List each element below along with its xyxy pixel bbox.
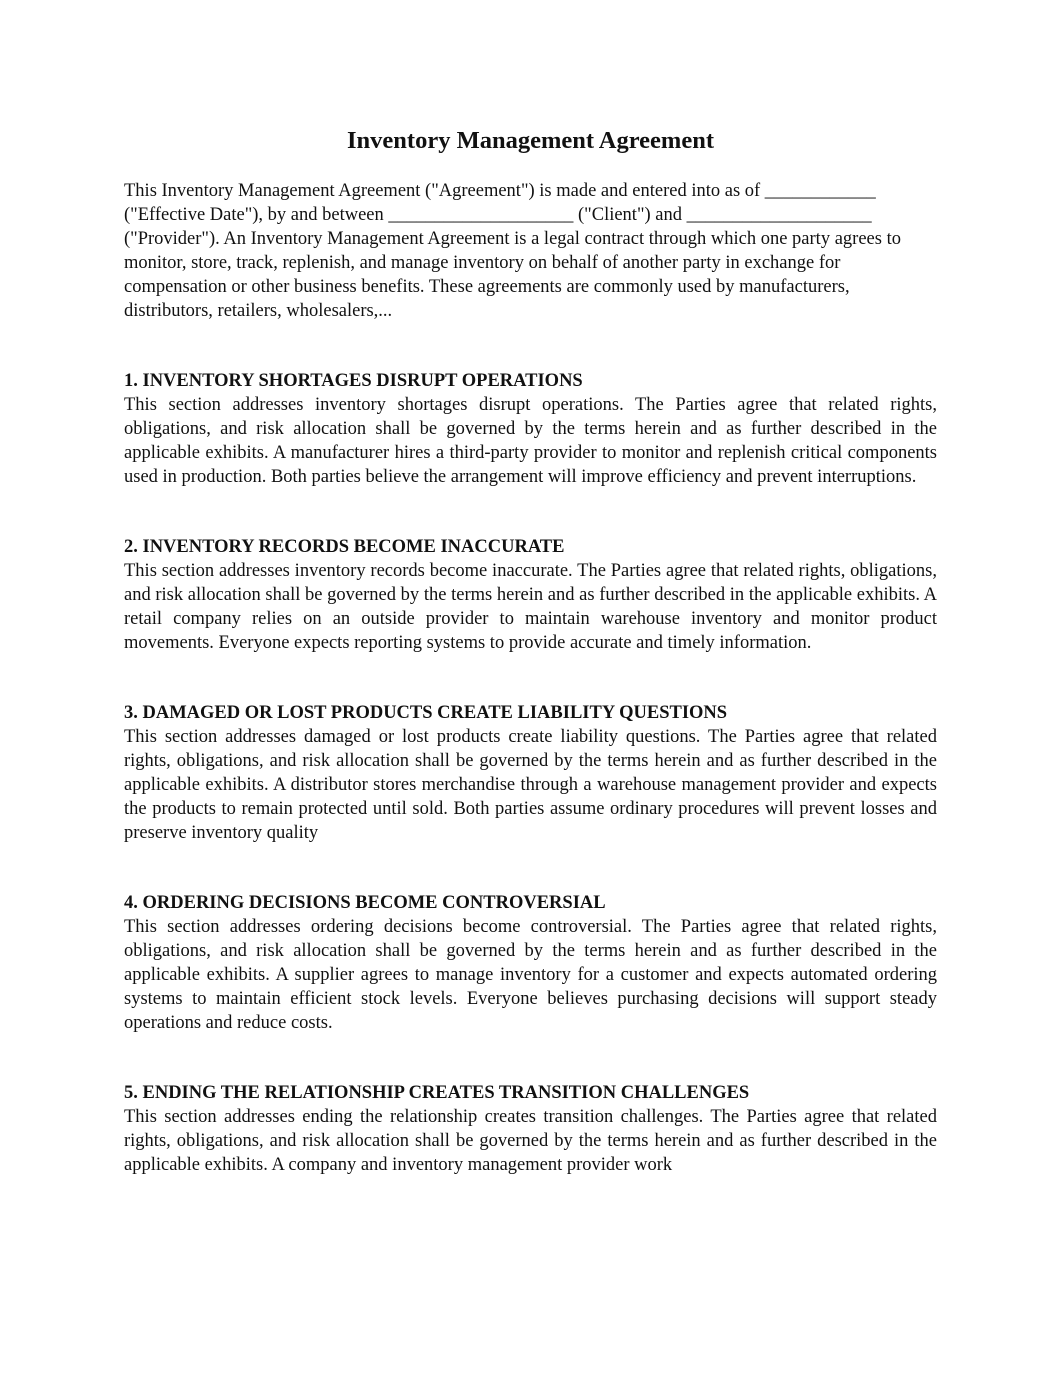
section-1: [124, 369, 937, 489]
section-2: [124, 535, 937, 655]
section-body: This section addresses inventory records become inaccurate. The Parties agree that related rights, obligations, and risk allocation shall be governed by the terms herein and as further described in the applicable exhibits. A retail company relies on an outside provider to maintain warehouse inventory and monitor product movements. Everyone expects reporting systems to provide accurate and timely information.: [124, 561, 937, 653]
section-body: This section addresses damaged or lost products create liability questions. The Parties agree that related rights, obligations, and risk allocation shall be governed by the terms herein and as further described in the applicable exhibits. A distributor stores merchandise through a warehouse management provider and expects the products to remain protected until sold. Both parties assume ordinary procedures will prevent losses and preserve inventory quality: [124, 727, 937, 843]
section-3: [124, 701, 937, 845]
section-heading: 5. ENDING THE RELATIONSHIP CREATES TRANSITION CHALLENGES: [124, 1083, 750, 1103]
section-body: This section addresses inventory shortages disrupt operations. The Parties agree that related rights, obligations, and risk allocation shall be governed by the terms herein and as further described in the applicable exhibits. A manufacturer hires a third-party provider to monitor and replenish critical components used in production. Both parties believe the arrangement will improve efficiency and prevent interruptions.: [124, 395, 937, 487]
document-title: Inventory Management Agreement: [347, 127, 714, 154]
document-page: [124, 124, 937, 1177]
section-body: This section addresses ending the relationship creates transition challenges. The Parties agree that related rights, obligations, and risk allocation shall be governed by the terms herein and as further described in the applicable exhibits. A company and inventory management provider work: [124, 1107, 937, 1175]
section-5: [124, 1081, 937, 1177]
section-heading: 1. INVENTORY SHORTAGES DISRUPT OPERATIONS: [124, 371, 583, 391]
section-heading: 2. INVENTORY RECORDS BECOME INACCURATE: [124, 537, 565, 557]
section-4: [124, 891, 937, 1035]
intro-paragraph: This Inventory Management Agreement ("Agreement") is made and entered into as of ____________ ("Effective Date"), by and between ____________________ ("Client") and ____________________ ("Provider"). An Inventory Management Agreement is a legal contract through which one party agrees to monitor, store, track, replenish, and manage inventory on behalf of another party in exchange for compensation or other business benefits. These agreements are commonly used by manufacturers, distributors, retailers, wholesalers,...: [124, 181, 901, 321]
section-body: This section addresses ordering decisions become controversial. The Parties agree that related rights, obligations, and risk allocation shall be governed by the terms herein and as further described in the applicable exhibits. A supplier agrees to manage inventory for a customer and expects automated ordering systems to maintain efficient stock levels. Everyone believes purchasing decisions will support steady operations and reduce costs.: [124, 917, 937, 1033]
section-heading: 4. ORDERING DECISIONS BECOME CONTROVERSIAL: [124, 893, 606, 913]
section-heading: 3. DAMAGED OR LOST PRODUCTS CREATE LIABILITY QUESTIONS: [124, 703, 728, 723]
